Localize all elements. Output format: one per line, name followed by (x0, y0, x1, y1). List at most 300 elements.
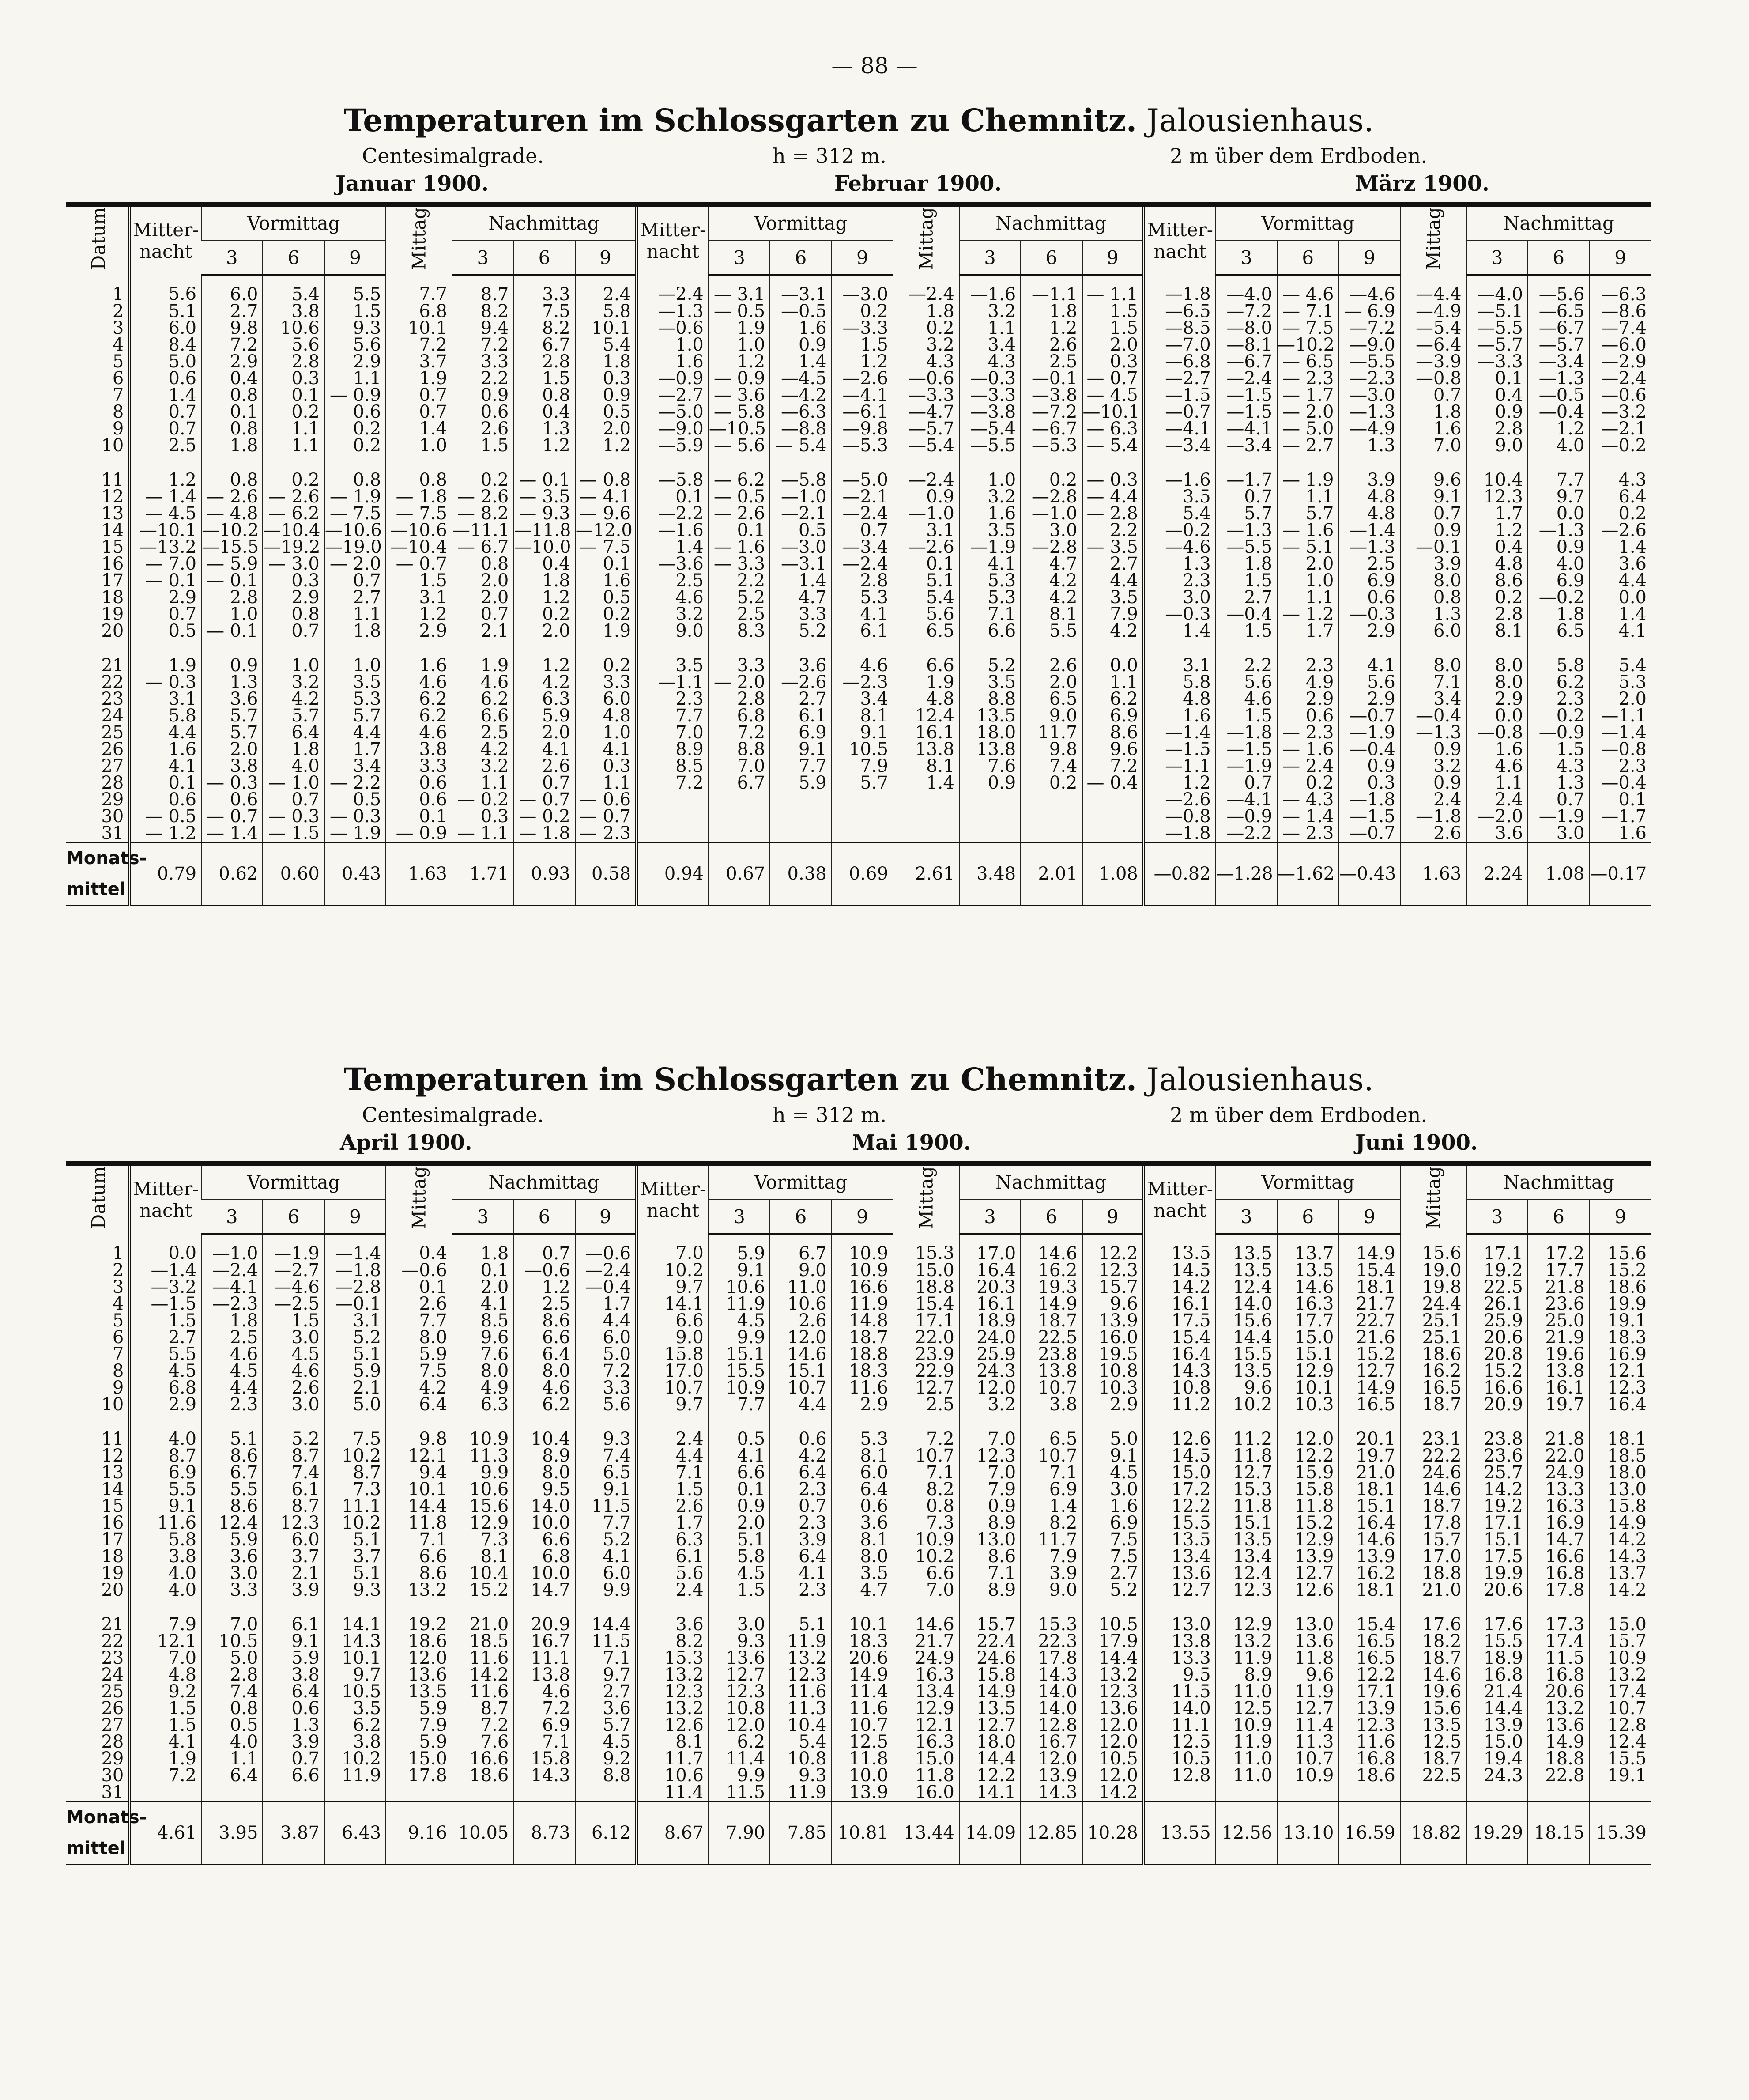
temperature-cell: 6.5 (575, 1464, 637, 1481)
temperature-cell: —1.3 (1216, 522, 1277, 539)
temperature-cell: 1.6 (637, 353, 709, 370)
temperature-cell: 1.5 (324, 303, 386, 320)
temperature-cell: 4.4 (637, 1447, 709, 1464)
temperature-cell: 15.0 (893, 1750, 959, 1767)
spacer-cell (770, 639, 831, 657)
temperature-cell: 18.6 (386, 1633, 452, 1650)
temperature-cell: — 2.6 (709, 505, 770, 522)
temperature-cell: —0.1 (1400, 539, 1466, 555)
temperature-cell: 15.5 (1144, 1515, 1216, 1531)
table-row (66, 387, 1651, 404)
temperature-cell: 5.0 (575, 1346, 637, 1363)
temperature-cell: 6.9 (1338, 572, 1400, 589)
temperature-cell: —3.8 (959, 404, 1021, 420)
temperature-cell: 3.8 (324, 1734, 386, 1750)
temperature-cell: 14.0 (1144, 1700, 1216, 1717)
temperature-cell: 15.5 (1589, 1750, 1651, 1767)
temperature-cell: 2.6 (637, 1498, 709, 1515)
temperature-cell: 4.4 (201, 1379, 263, 1396)
temperature-cell: 5.2 (709, 589, 770, 606)
temperature-cell: 13.5 (1216, 1531, 1277, 1548)
temperature-cell: 22.8 (1528, 1767, 1589, 1784)
day-cell: 4 (112, 334, 124, 355)
temperature-cell: 7.2 (452, 336, 513, 353)
temperature-cell: 12.3 (770, 1666, 831, 1683)
temperature-cell: 1.8 (893, 303, 959, 320)
temperature-cell: 3.5 (832, 1565, 893, 1582)
temperature-cell: 0.1 (129, 774, 201, 791)
temperature-cell: 11.5 (575, 1633, 637, 1650)
temperature-cell: — 3.6 (709, 387, 770, 404)
temperature-cell: 6.0 (1400, 623, 1466, 639)
temperature-cell: 12.7 (1144, 1582, 1216, 1598)
temperature-cell: — 2.6 (452, 488, 513, 505)
temperature-cell: —5.3 (832, 437, 893, 454)
temperature-cell: 0.7 (386, 387, 452, 404)
spacer-cell (1338, 1413, 1400, 1431)
temperature-cell: —0.2 (1528, 589, 1589, 606)
temperature-cell: —1.3 (1528, 370, 1589, 387)
spacer-cell (770, 1413, 831, 1431)
temperature-cell: 2.6 (1021, 657, 1082, 674)
temperature-cell: 10.5 (324, 1683, 386, 1700)
temperature-cell: 13.5 (1400, 1717, 1466, 1734)
temperature-cell: 2.0 (452, 572, 513, 589)
temperature-cell: 25.1 (1400, 1329, 1466, 1346)
temperature-cell: 0.5 (575, 404, 637, 420)
spacer-cell (1589, 639, 1651, 657)
temperature-cell: —4.2 (770, 387, 831, 404)
temperature-cell: 0.8 (201, 1700, 263, 1717)
mitternacht-line1: Mitter- (640, 1178, 706, 1200)
table-row (66, 303, 1651, 320)
temperature-cell: 4.3 (959, 353, 1021, 370)
table-row (66, 1431, 1651, 1447)
spacer-cell (637, 1598, 709, 1616)
temperature-cell: 0.2 (575, 657, 637, 674)
temperature-cell: 16.8 (1338, 1750, 1400, 1767)
temperature-cell: 12.8 (1021, 1717, 1082, 1734)
mean-cell: 13.10 (1277, 1801, 1338, 1864)
table-row (66, 657, 1651, 674)
temperature-cell: 0.1 (709, 1481, 770, 1498)
spacer-cell (1144, 454, 1216, 472)
temperature-cell: 1.6 (1589, 825, 1651, 842)
temperature-cell: 20.6 (832, 1650, 893, 1666)
temperature-cell: 10.8 (770, 1750, 831, 1767)
hour-header: 9 (832, 241, 893, 275)
temperature-cell: 2.3 (1528, 691, 1589, 707)
temperature-cell: 1.1 (1277, 488, 1338, 505)
temperature-cell: 24.0 (959, 1329, 1021, 1346)
temperature-cell: 14.7 (513, 1582, 575, 1598)
temperature-cell: —7.2 (1216, 303, 1277, 320)
temperature-cell: 0.1 (386, 808, 452, 825)
temperature-cell: 8.0 (386, 1329, 452, 1346)
temperature-cell: 10.4 (1466, 472, 1528, 488)
temperature-cell: —3.3 (959, 387, 1021, 404)
temperature-cell: 14.5 (1144, 1447, 1216, 1464)
temperature-cell: 8.9 (513, 1447, 575, 1464)
temperature-cell: 11.9 (1216, 1650, 1277, 1666)
hour-header: 3 (709, 1200, 770, 1234)
temperature-cell: 7.1 (386, 1531, 452, 1548)
table-header (66, 1163, 1651, 1234)
temperature-cell: 1.1 (1277, 589, 1338, 606)
temperature-cell: 11.4 (709, 1750, 770, 1767)
temperature-cell: 11.5 (709, 1784, 770, 1802)
mean-cell: 0.79 (129, 842, 201, 905)
temperature-cell: — 2.3 (1277, 724, 1338, 741)
temperature-cell: 0.7 (1528, 791, 1589, 808)
temperature-cell: 5.7 (575, 1717, 637, 1734)
temperature-cell: 9.0 (1021, 707, 1082, 724)
temperature-cell: 7.1 (637, 1464, 709, 1481)
temperature-cell: 1.9 (452, 657, 513, 674)
hour-header: 9 (832, 1200, 893, 1234)
temperature-cell: 15.1 (709, 1346, 770, 1363)
temperature-cell: — 0.2 (452, 791, 513, 808)
temperature-cell: 21.8 (1528, 1279, 1589, 1296)
temperature-cell: 3.5 (1144, 488, 1216, 505)
temperature-cell: 1.2 (575, 437, 637, 454)
temperature-cell: 0.9 (201, 657, 263, 674)
temperature-cell: 3.5 (1082, 589, 1144, 606)
temperature-cell: 2.3 (770, 1515, 831, 1531)
temperature-cell: —1.4 (324, 1234, 386, 1262)
day-cell: 12 (101, 486, 124, 507)
temperature-cell: 7.0 (893, 1582, 959, 1598)
temperature-cell: 1.5 (1082, 320, 1144, 336)
hour-header: 6 (770, 1200, 831, 1234)
temperature-cell: 9.8 (201, 320, 263, 336)
temperature-cell: 3.1 (1144, 657, 1216, 674)
temperature-cell: 10.7 (893, 1447, 959, 1464)
mitternacht-header (637, 204, 709, 275)
temperature-cell: 1.2 (1528, 420, 1589, 437)
datum-header: Datum (87, 207, 109, 270)
temperature-cell: — 0.7 (1082, 370, 1144, 387)
temperature-cell: 8.1 (832, 707, 893, 724)
temperature-cell: 2.6 (513, 758, 575, 774)
spacer-cell (66, 639, 129, 657)
nachmittag-header: Nachmittag (452, 1163, 637, 1200)
temperature-cell: 6.7 (770, 1234, 831, 1262)
temperature-cell: 0.9 (1338, 758, 1400, 774)
day-cell: 16 (101, 1512, 124, 1533)
temperature-cell: 12.1 (1589, 1363, 1651, 1379)
temperature-cell: 3.5 (637, 657, 709, 674)
temperature-cell: 9.4 (386, 1464, 452, 1481)
temperature-cell: —1.3 (1528, 522, 1589, 539)
temperature-cell: 1.8 (1021, 303, 1082, 320)
temperature-cell: — 9.3 (513, 505, 575, 522)
temperature-cell: —5.5 (959, 437, 1021, 454)
temperature-cell: 13.2 (637, 1700, 709, 1717)
day-cell: 30 (101, 806, 124, 827)
temperature-cell: 24.9 (893, 1650, 959, 1666)
temperature-cell: 1.5 (513, 370, 575, 387)
temperature-cell: —4.1 (201, 1279, 263, 1296)
height-label: h = 312 m. (773, 1103, 887, 1127)
temperature-cell: 9.7 (575, 1666, 637, 1683)
mean-cell: 13.55 (1144, 1801, 1216, 1864)
temperature-cell: 22.5 (1021, 1329, 1082, 1346)
temperature-cell: 17.7 (1277, 1312, 1338, 1329)
temperature-cell: 7.2 (129, 1767, 201, 1784)
temperature-cell: 10.9 (893, 1531, 959, 1548)
temperature-cell: 15.1 (770, 1363, 831, 1379)
temperature-cell: 12.3 (959, 1447, 1021, 1464)
temperature-cell: 18.1 (1338, 1279, 1400, 1296)
temperature-cell: 4.9 (1277, 674, 1338, 691)
hour-header: 9 (1589, 241, 1651, 275)
temperature-cell: 14.1 (324, 1616, 386, 1633)
temperature-cell: 13.6 (386, 1666, 452, 1683)
temperature-cell: 18.6 (1338, 1767, 1400, 1784)
spacer-cell (709, 1598, 770, 1616)
temperature-cell: 16.1 (959, 1296, 1021, 1312)
table-row (66, 1616, 1651, 1633)
temperature-cell: 9.9 (709, 1767, 770, 1784)
temperature-cell: 7.2 (452, 1717, 513, 1734)
temperature-cell: 9.5 (1144, 1666, 1216, 1683)
temperature-cell: 13.8 (893, 741, 959, 758)
temperature-cell: 3.4 (832, 691, 893, 707)
temperature-cell: —6.0 (1589, 336, 1651, 353)
spacer-cell (66, 1413, 129, 1431)
temperature-cell: 4.0 (263, 758, 324, 774)
temperature-cell: 10.5 (1082, 1750, 1144, 1767)
table-row (66, 1296, 1651, 1312)
day-cell: 6 (112, 1327, 124, 1348)
temperature-cell: 6.3 (513, 691, 575, 707)
temperature-cell: 1.0 (263, 657, 324, 674)
day-cell: 25 (101, 1681, 124, 1702)
temperature-cell: 18.7 (1400, 1498, 1466, 1515)
temperature-cell: 5.3 (959, 572, 1021, 589)
temperature-cell: 9.6 (1400, 472, 1466, 488)
temperature-cell: 22.0 (893, 1329, 959, 1346)
temperature-cell: 5.2 (263, 1431, 324, 1447)
spacer-cell (1338, 639, 1400, 657)
temperature-cell: 14.7 (1528, 1531, 1589, 1548)
spacer-cell (832, 639, 893, 657)
day-cell: 18 (101, 587, 124, 608)
mean-cell: 1.71 (452, 842, 513, 905)
temperature-cell: 8.6 (386, 1565, 452, 1582)
temperature-cell: 0.7 (129, 404, 201, 420)
table-row (66, 1262, 1651, 1279)
temperature-cell (959, 791, 1021, 808)
temperature-cell: — 4.6 (1277, 275, 1338, 303)
temperature-cell: 14.6 (893, 1616, 959, 1633)
month-labels (66, 1130, 1651, 1161)
temperature-cell: 11.8 (1216, 1447, 1277, 1464)
temperature-cell: 0.2 (1021, 774, 1082, 791)
temperature-cell: —3.2 (129, 1279, 201, 1296)
temperature-cell: 0.7 (129, 420, 201, 437)
temperature-cell: 9.7 (1528, 488, 1589, 505)
mitternacht-line2: nacht (1153, 1200, 1207, 1222)
temperature-cell: —4.1 (832, 387, 893, 404)
temperature-cell: 24.9 (1528, 1464, 1589, 1481)
temperature-cell: 3.9 (770, 1531, 831, 1548)
temperature-cell: —0.6 (386, 1262, 452, 1279)
temperature-cell: 1.9 (129, 657, 201, 674)
temperature-cell: 0.9 (893, 488, 959, 505)
temperature-cell: 1.5 (1216, 623, 1277, 639)
temperature-cell: 1.1 (1082, 674, 1144, 691)
temperature-cell: —0.8 (1144, 808, 1216, 825)
temperature-cell: 4.2 (1082, 623, 1144, 639)
temperature-cell: 2.0 (1082, 336, 1144, 353)
temperature-cell: —11.8 (513, 522, 575, 539)
temperature-cell: —6.5 (1528, 303, 1589, 320)
temperature-cell: 12.3 (1082, 1262, 1144, 1279)
temperature-cell: 0.5 (129, 623, 201, 639)
nachmittag-header: Nachmittag (1466, 1163, 1651, 1200)
mean-cell: 0.94 (637, 842, 709, 905)
temperature-cell (1021, 808, 1082, 825)
temperature-cell: 8.0 (1400, 657, 1466, 674)
temperature-cell: 16.4 (959, 1262, 1021, 1279)
temperature-cell: —9.0 (637, 420, 709, 437)
table-row (66, 606, 1651, 623)
temperature-cell: 1.5 (263, 1312, 324, 1329)
temperature-cell (452, 1784, 513, 1802)
temperature-cell: 2.9 (1466, 691, 1528, 707)
temperature-cell: 2.9 (129, 1396, 201, 1413)
temperature-cell: — 1.6 (1277, 741, 1338, 758)
temperature-cell: 5.7 (832, 774, 893, 791)
spacer-cell (1144, 1598, 1216, 1616)
temperature-cell: —1.9 (1338, 724, 1400, 741)
temperature-cell: 7.1 (1400, 674, 1466, 691)
temperature-cell: 12.3 (637, 1683, 709, 1700)
temperature-cell: 11.6 (832, 1700, 893, 1717)
day-cell: 13 (101, 503, 124, 524)
temperature-cell: 3.4 (959, 336, 1021, 353)
temperature-cell: 9.1 (832, 724, 893, 741)
elevation-label: 2 m über dem Erdboden. (1170, 1103, 1428, 1127)
temperature-cell: 12.3 (1466, 488, 1528, 505)
temperature-cell: 15.4 (893, 1296, 959, 1312)
temperature-cell: 9.3 (324, 1582, 386, 1598)
temperature-cell: 23.9 (893, 1346, 959, 1363)
temperature-cell: 0.6 (1338, 589, 1400, 606)
temperature-cell: 3.9 (1021, 1565, 1082, 1582)
temperature-cell (709, 808, 770, 825)
temperature-cell: 11.2 (1216, 1431, 1277, 1447)
temperature-cell: —1.1 (1144, 758, 1216, 774)
temperature-cell: 3.6 (201, 691, 263, 707)
temperature-cell: 22.7 (1338, 1312, 1400, 1329)
temperature-cell: —3.3 (1466, 353, 1528, 370)
section-apr-jun (66, 1060, 1651, 1865)
temperature-cell: 16.0 (1082, 1329, 1144, 1346)
temperature-cell: 13.4 (1216, 1548, 1277, 1565)
temperature-cell: —9.0 (1338, 336, 1400, 353)
temperature-cell: 0.7 (452, 606, 513, 623)
temperature-cell: 22.3 (1021, 1633, 1082, 1650)
temperature-cell: —1.6 (1144, 472, 1216, 488)
temperature-cell: 4.2 (386, 1379, 452, 1396)
temperature-cell: 13.5 (1144, 1531, 1216, 1548)
temperature-cell: — 0.7 (201, 808, 263, 825)
temperature-cell: 16.5 (1400, 1379, 1466, 1396)
temperature-cell: 11.4 (637, 1784, 709, 1802)
temperature-cell: 1.9 (709, 320, 770, 336)
temperature-cell: 0.7 (263, 791, 324, 808)
temperature-cell: 0.7 (770, 1498, 831, 1515)
hour-header: 6 (513, 1200, 575, 1234)
temperature-cell: 1.8 (452, 1234, 513, 1262)
temperature-cell: 10.5 (1144, 1750, 1216, 1767)
temperature-cell: 15.2 (1589, 1262, 1651, 1279)
spacer-cell (452, 454, 513, 472)
temperature-cell: 22.5 (1400, 1767, 1466, 1784)
temperature-cell: 13.2 (1528, 1700, 1589, 1717)
temperature-cell: 1.5 (386, 572, 452, 589)
temperature-cell: —2.0 (1466, 808, 1528, 825)
temperature-cell: 9.6 (1082, 1296, 1144, 1312)
temperature-cell: 8.8 (959, 691, 1021, 707)
temperature-cell: 3.3 (709, 657, 770, 674)
temperature-cell: 13.0 (1589, 1481, 1651, 1498)
temperature-cell: 2.0 (201, 741, 263, 758)
temperature-cell: —0.8 (1400, 370, 1466, 387)
temperature-cell: 4.6 (452, 674, 513, 691)
day-cell: 1 (112, 284, 124, 305)
mean-cell: 18.15 (1528, 1801, 1589, 1864)
temperature-cell: 2.3 (770, 1481, 831, 1498)
nachmittag-header: Nachmittag (959, 204, 1144, 241)
temperature-cell: 0.2 (263, 472, 324, 488)
temperature-cell: 2.1 (324, 1379, 386, 1396)
temperature-cell: 17.0 (637, 1363, 709, 1379)
temperature-cell: 15.8 (637, 1346, 709, 1363)
temperature-cell: — 0.1 (201, 623, 263, 639)
day-cell: 15 (101, 536, 124, 557)
hour-header: 9 (1082, 241, 1144, 275)
temperature-cell: 4.6 (201, 1346, 263, 1363)
temperature-cell: 10.6 (637, 1767, 709, 1784)
temperature-cell: 9.1 (575, 1481, 637, 1498)
temperature-cell: 15.7 (1082, 1279, 1144, 1296)
page-number: — 88 — (831, 53, 918, 79)
temperature-cell: 7.7 (770, 758, 831, 774)
temperature-cell: 3.0 (1021, 522, 1082, 539)
temperature-cell: 10.3 (1277, 1396, 1338, 1413)
temperature-cell: 19.5 (1082, 1346, 1144, 1363)
temperature-cell: 3.2 (452, 758, 513, 774)
temperature-cell: 1.2 (1144, 774, 1216, 791)
temperature-cell: — 1.4 (129, 488, 201, 505)
spacer-cell (832, 1598, 893, 1616)
temperature-cell: 18.3 (832, 1633, 893, 1650)
temperature-cell: —8.6 (1589, 303, 1651, 320)
temperature-cell: 1.0 (201, 606, 263, 623)
temperature-cell: 17.1 (1338, 1683, 1400, 1700)
day-cell: 27 (101, 1715, 124, 1735)
temperature-cell: 6.9 (1082, 707, 1144, 724)
temperature-cell: 4.2 (1021, 589, 1082, 606)
temperature-cell: 1.1 (959, 320, 1021, 336)
temperature-cell: 3.1 (386, 589, 452, 606)
temperature-cell: 15.2 (1466, 1363, 1528, 1379)
temperature-cell: 14.6 (1021, 1234, 1082, 1262)
